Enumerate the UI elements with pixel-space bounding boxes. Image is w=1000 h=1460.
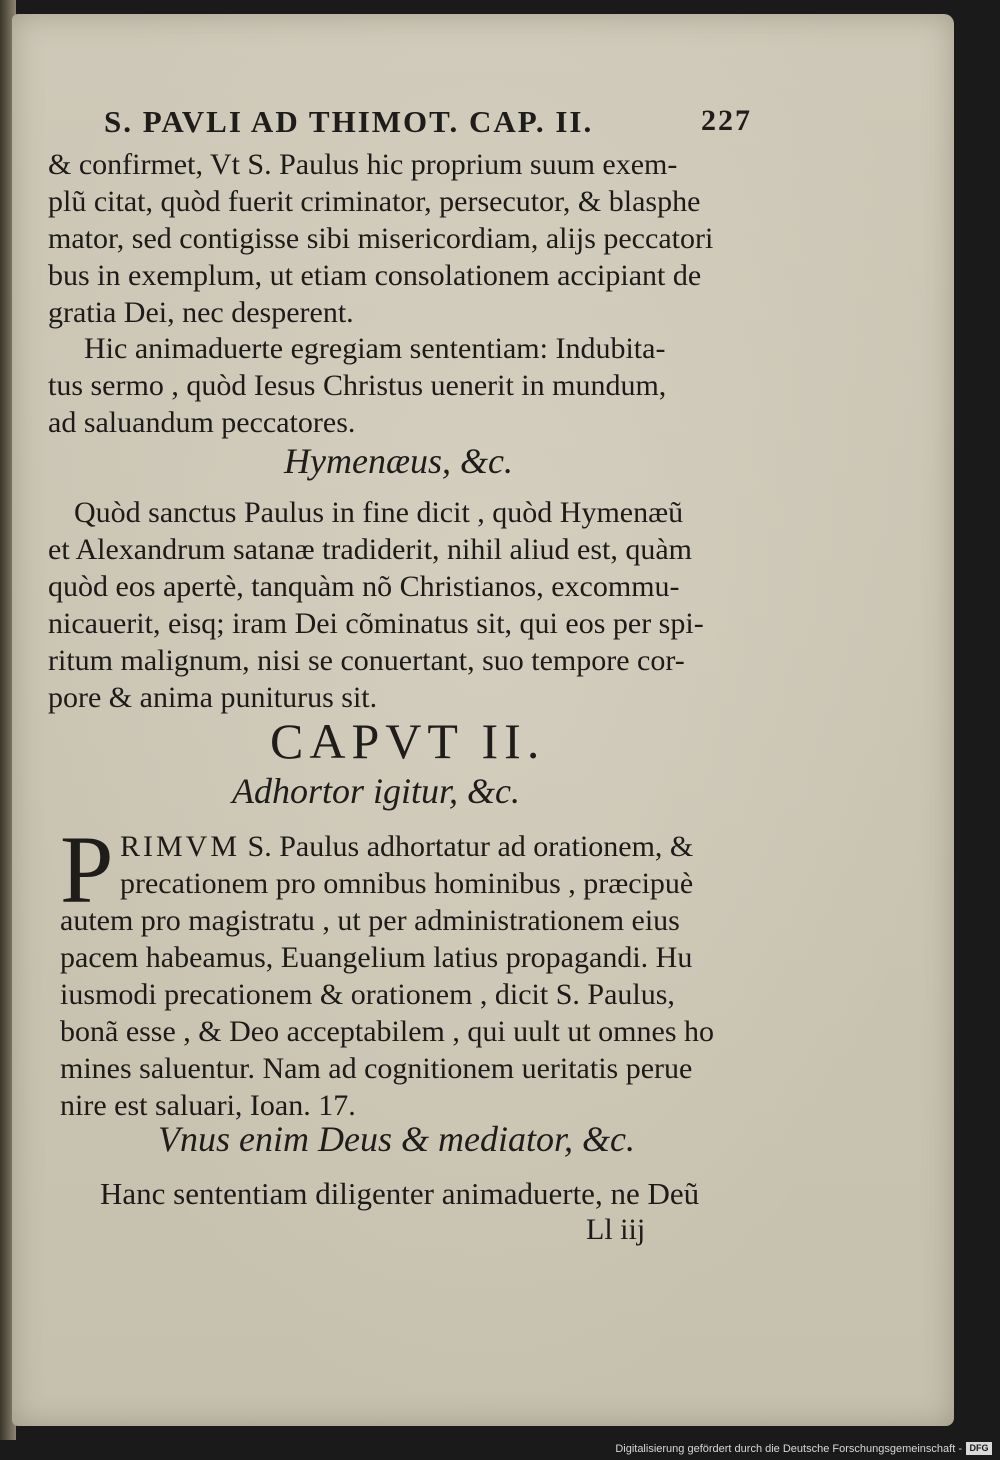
text-line: precationem pro omnibus hominibus , præcipuè bbox=[120, 867, 694, 900]
paragraph-4-first-lines bbox=[120, 828, 760, 902]
text-line: autem pro magistratu , ut per administrationem eius bbox=[60, 904, 680, 937]
text-line: Quòd sanctus Paulus in fine dicit , quòd Hymenæũ bbox=[74, 496, 684, 529]
final-line: Hanc sententiam diligenter animaduerte, ne Deũ bbox=[100, 1176, 700, 1211]
text-line bbox=[120, 828, 760, 865]
text-line: bonã esse , & Deo acceptabilem , qui uult ut omnes ho bbox=[60, 1015, 715, 1048]
paragraph-4 bbox=[60, 902, 760, 1124]
text-line: mator, sed contigisse sibi misericordiam, alijs peccatori bbox=[48, 222, 714, 255]
digitization-credit: Digitalisierung gefördert durch die Deutsche Forschungsgemeinschaft - bbox=[615, 1443, 962, 1455]
page-number: 227 bbox=[701, 104, 752, 137]
text-line: ritum malignum, nisi se conuertant, suo tempore cor- bbox=[48, 644, 685, 677]
dfg-logo: DFG bbox=[966, 1442, 992, 1455]
paragraph-2 bbox=[48, 330, 758, 441]
text-line: quòd eos apertè, tanquàm nõ Christianos, excommu- bbox=[48, 570, 680, 603]
text-line: gratia Dei, nec desperent. bbox=[48, 296, 354, 329]
text-line: plũ citat, quòd fuerit criminator, persecutor, & blasphe bbox=[48, 185, 701, 218]
drop-cap: P bbox=[60, 816, 114, 923]
signature-mark: Ll iij bbox=[586, 1213, 646, 1246]
running-head bbox=[104, 104, 752, 140]
text-line: mines saluentur. Nam ad cognitionem ueritatis perue bbox=[60, 1052, 693, 1085]
section-heading-unus-deus: Vnus enim Deus & mediator, &c. bbox=[158, 1119, 635, 1159]
text-line: nire est saluari, Ioan. 17. bbox=[60, 1089, 356, 1122]
text-line: ad saluandum peccatores. bbox=[48, 406, 356, 439]
text-line: pacem habeamus, Euangelium latius propagandi. Hu bbox=[60, 941, 693, 974]
text-line: pore & anima puniturus sit. bbox=[48, 681, 378, 714]
text-line: nicauerit, eisq; iram Dei cõminatus sit, qui eos per spi- bbox=[48, 607, 704, 640]
paragraph-1 bbox=[48, 146, 758, 331]
running-head-title: S. PAVLI AD THIMOT. CAP. II. bbox=[104, 104, 594, 139]
text-line: bus in exemplum, ut etiam consolationem accipiant de bbox=[48, 259, 702, 292]
section-heading-adhortor: Adhortor igitur, &c. bbox=[232, 771, 521, 811]
text-line: iusmodi precationem & orationem , dicit S. Paulus, bbox=[60, 978, 675, 1011]
section-heading-hymenaeus: Hymenæus, &c. bbox=[284, 441, 513, 481]
text-line: tus sermo , quòd Iesus Christus uenerit in mundum, bbox=[48, 369, 667, 402]
text-line: et Alexandrum satanæ tradiderit, nihil aliud est, quàm bbox=[48, 533, 693, 566]
paragraph-3 bbox=[48, 494, 758, 716]
chapter-title: CAPVT II. bbox=[270, 713, 546, 769]
text-line: & confirmet, Vt S. Paulus hic proprium suum exem- bbox=[48, 148, 678, 181]
small-caps-word: RIMVM bbox=[120, 830, 241, 863]
text-line: Hic animaduerte egregiam sententiam: Indubita- bbox=[84, 332, 666, 365]
text-line-rest: S. Paulus adhortatur ad orationem, & bbox=[240, 830, 694, 863]
